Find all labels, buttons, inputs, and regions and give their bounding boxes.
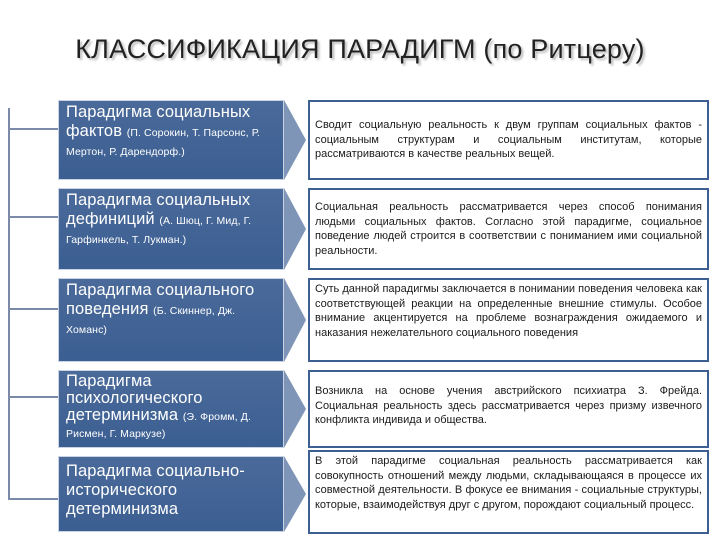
- paradigm-description: Социальная реальность рассматривается через способ понимания людьми социальных фактов. Согласно этой парадигме, социальное поведение людей строится в соответствии с пониманием ими социальной реальности.: [308, 188, 709, 270]
- paradigm-authors: (А. Шюц, Г. Мид, Г. Гарфинкель, Т. Лукман.): [66, 215, 252, 246]
- paradigm-name: Парадигма социально-исторического детерминизма: [66, 462, 245, 518]
- paradigm-box-social-behavior: [58, 278, 284, 362]
- paradigm-authors: (П. Сорокин, Т. Парсонс, Р. Мертон, Р. Дарендорф.): [66, 127, 260, 158]
- paradigm-box-psychological-determinism: [58, 370, 284, 448]
- paradigm-box-social-definitions: [58, 188, 284, 270]
- paradigm-name: Парадигма социального поведения (Б. Скиннер, Дж. Хоманс): [66, 281, 255, 336]
- paradigm-box-socio-historical-determinism: [58, 456, 284, 532]
- arrow-icon: [284, 278, 306, 362]
- paradigm-authors: (Б. Скиннер, Дж. Хоманс): [66, 305, 236, 336]
- paradigm-box-social-facts: [58, 100, 284, 180]
- arrow-icon: [284, 456, 306, 532]
- arrow-icon: [284, 100, 306, 180]
- paradigm-description: В этой парадигме социальная реальность рассматривается как совокупность отношений между людьми, складывающаяся в процессе их совместной деятельности. В фокусе ее внимания - социальные структуры, которые, взаимодействуя друг с другом, порождают социальный процесс.: [308, 450, 709, 534]
- paradigm-description: Суть данной парадигмы заключается в понимании поведения человека как соответствующей реакции на определенные внешние стимулы. Особое внимание акцентируется на проблеме вознаграждения ожидаемого и наказания нежелательного социального поведения: [308, 278, 709, 362]
- paradigm-name: Парадигма социальных дефиниций (А. Шюц, Г. Мид, Г. Гарфинкель, Т. Лукман.): [66, 191, 252, 246]
- paradigm-authors: (Э. Фромм, Д. Рисмен, Г. Маркузе): [66, 411, 251, 440]
- paradigm-description: Возникла на основе учения австрийского психиатра З. Фрейда. Социальная реальность здесь рассматривается через призму извечного конфликта индивида и общества.: [308, 370, 709, 448]
- paradigm-name: Парадигма психологического детерминизма (Э. Фромм, Д. Рисмен, Г. Маркузе): [66, 372, 251, 440]
- arrow-icon: [284, 188, 306, 270]
- slide-title: КЛАССИФИКАЦИЯ ПАРАДИГМ (по Ритцеру): [75, 34, 645, 64]
- paradigm-name: Парадигма социальных фактов (П. Сорокин, Т. Парсонс, Р. Мертон, Р. Дарендорф.): [66, 103, 260, 158]
- paradigm-description: Сводит социальную реальность к двум группам социальных фактов - социальным структурам и социальным институтам, которые рассматриваются в качестве реальных вещей.: [308, 100, 709, 180]
- arrow-icon: [284, 370, 306, 448]
